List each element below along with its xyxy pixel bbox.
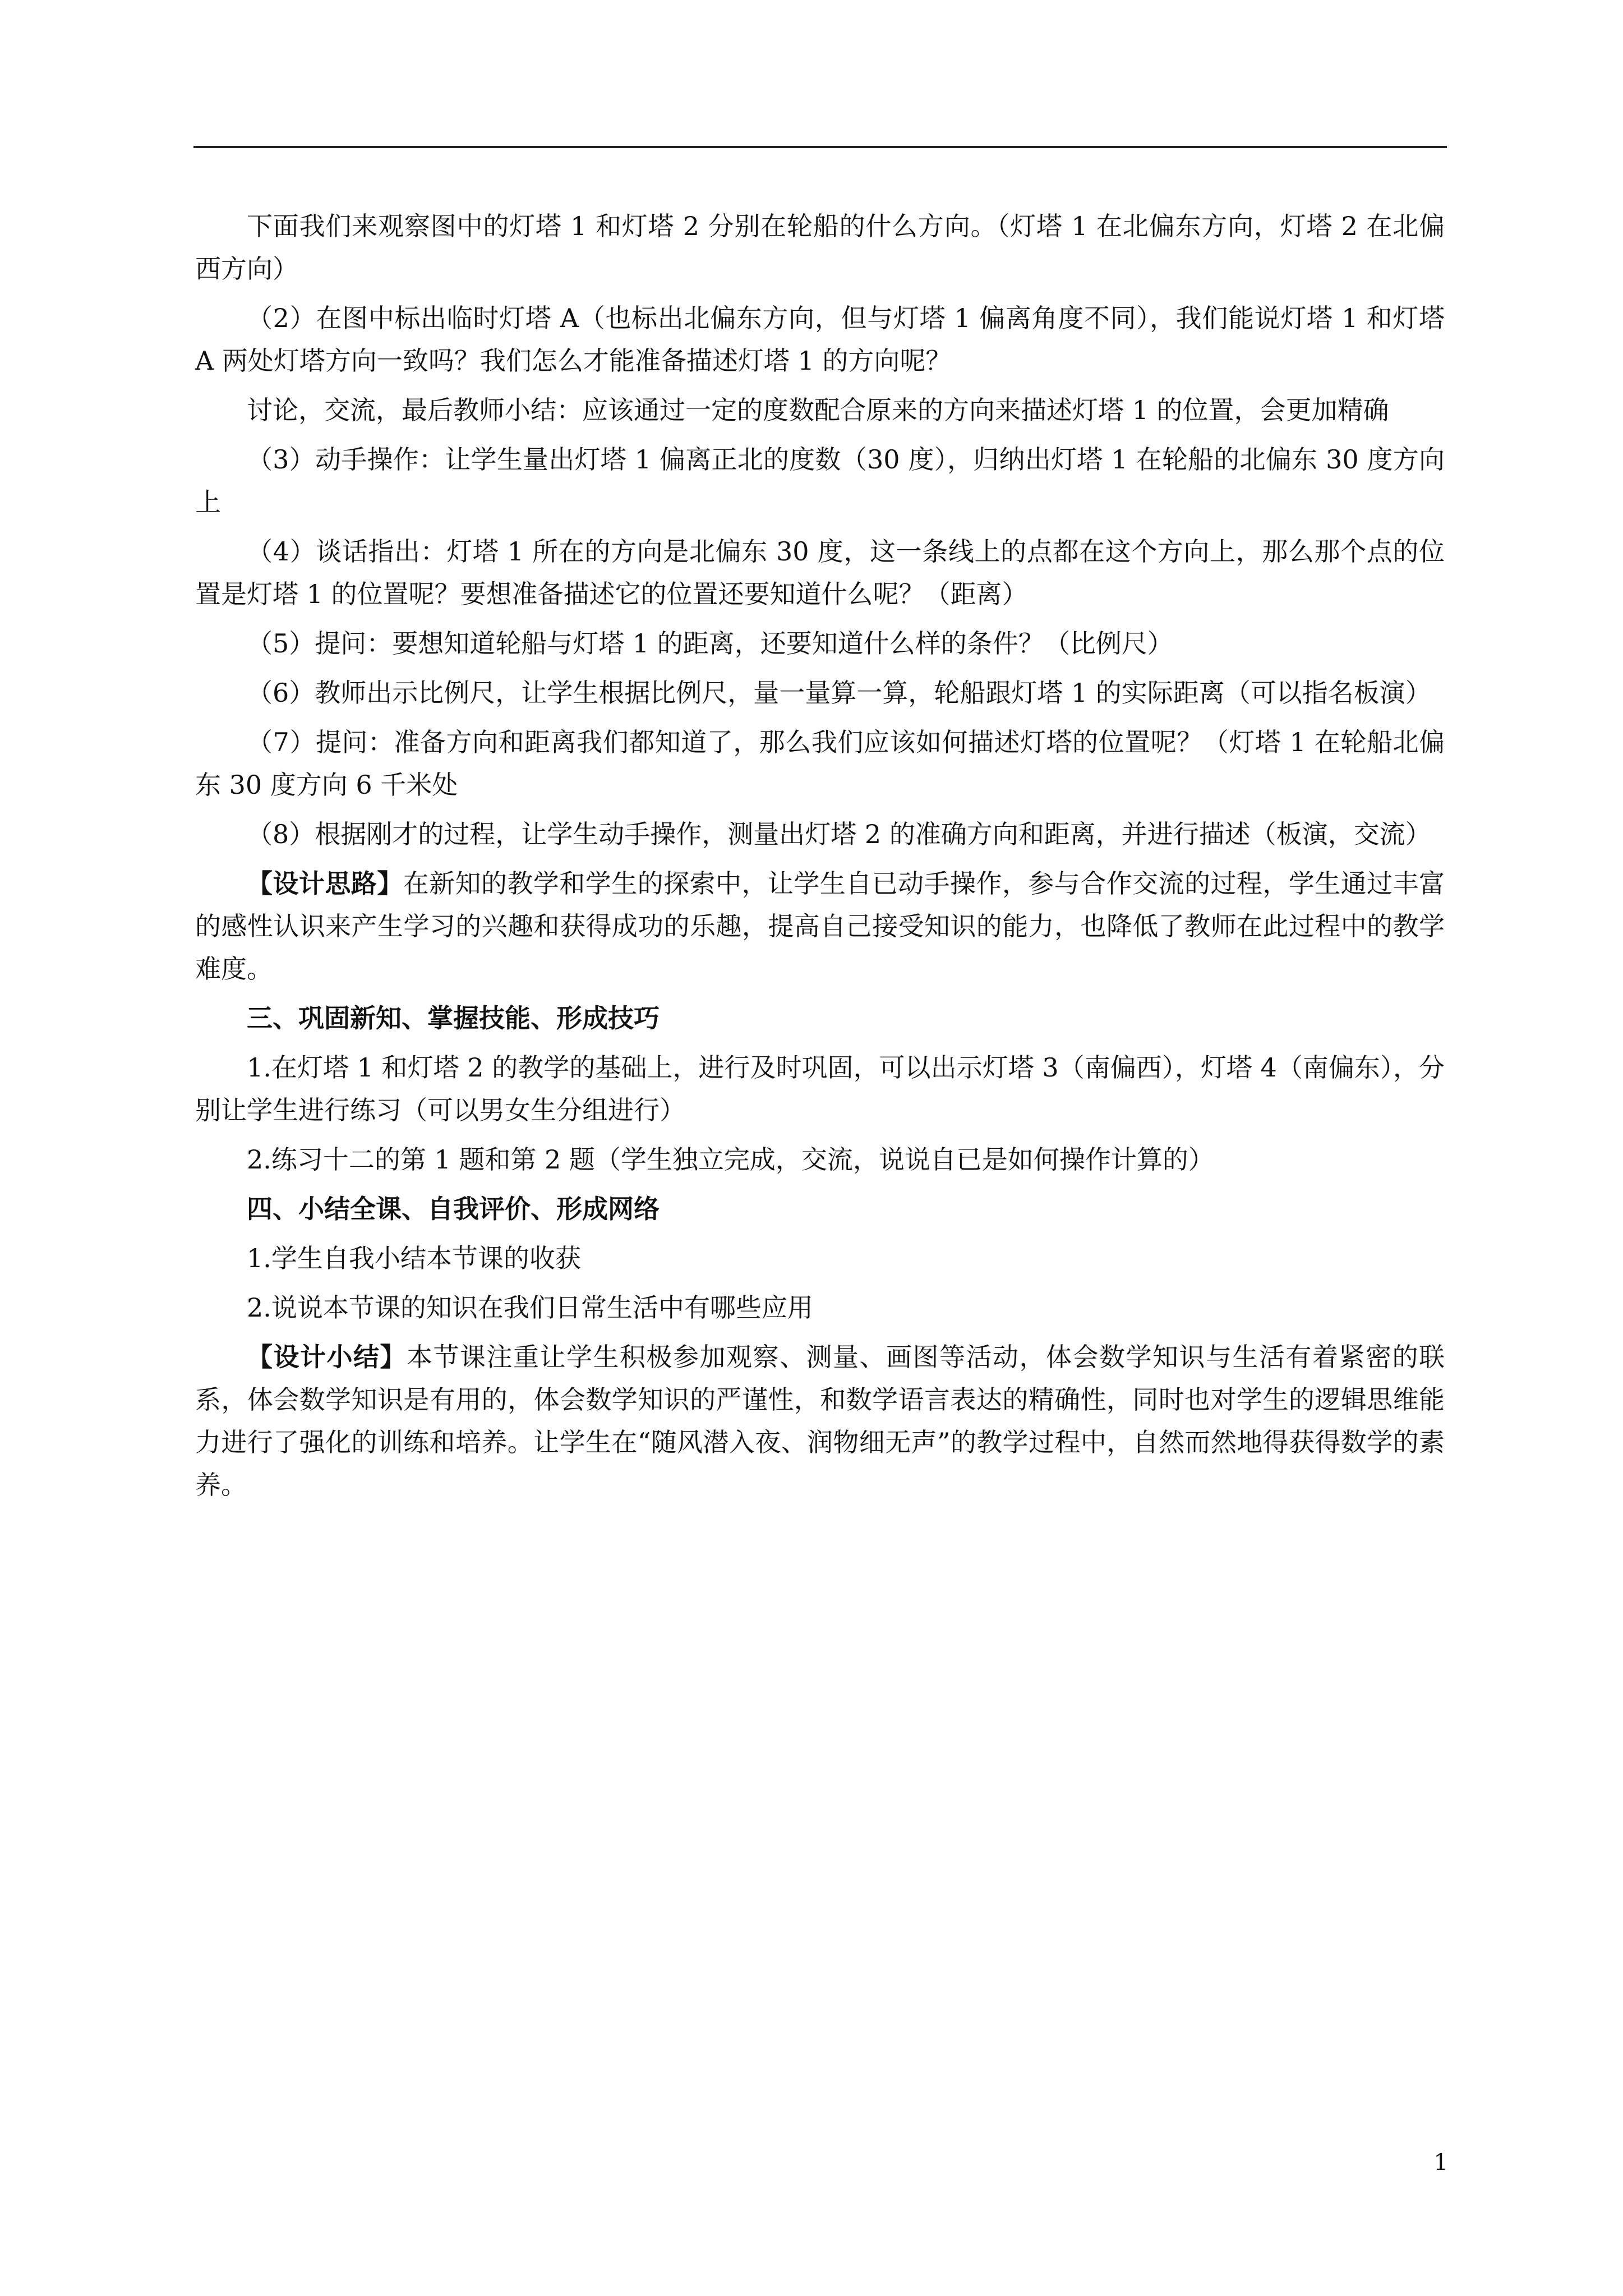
paragraph-step-4: （4）谈话指出：灯塔 1 所在的方向是北偏东 30 度，这一条线上的点都在这个方向上，那么那个点的位置是灯塔 1 的位置呢？要想准备描述它的位置还要知道什么呢？（距离） [195, 536, 1445, 609]
paragraph-step-3: （3）动手操作：让学生量出灯塔 1 偏离正北的度数（30 度），归纳出灯塔 1 在轮船的北偏东 30 度方向上 [195, 444, 1445, 517]
section-3-heading: 三、巩固新知、掌握技能、形成技巧 [247, 1003, 660, 1033]
page-number: 1 [1433, 2150, 1448, 2175]
section-4-heading: 四、小结全课、自我评价、形成网络 [247, 1194, 660, 1224]
paragraph-discussion: 讨论，交流，最后教师小结：应该通过一定的度数配合原来的方向来描述灯塔 1 的位置，会更加精确 [247, 395, 1389, 425]
design-summary-text: 本节课注重让学生积极参加观察、测量、画图等活动，体会数学知识与生活有着紧密的联系，体会数学知识是有用的，体会数学知识的严谨性，和数学语言表达的精确性，同时也对学生的逻辑思维能力进行了强化的训练和培养。让学生在“随风潜入夜、润物细无声”的教学过程中，自然而然地得获得数学的素养。 [195, 1342, 1445, 1500]
paragraph-step-5: （5）提问：要想知道轮船与灯塔 1 的距离，还要知道什么样的条件？（比例尺） [247, 628, 1173, 659]
document-body [195, 205, 1445, 1513]
design-summary-label: 【设计小结】 [247, 1342, 407, 1372]
paragraph-step-8: （8）根据刚才的过程，让学生动手操作，测量出灯塔 2 的准确方向和距离，并进行描述（板演，交流） [247, 819, 1431, 849]
design-idea-text: 在新知的教学和学生的探索中，让学生自已动手操作，参与合作交流的过程，学生通过丰富的感性认识来产生学习的兴趣和获得成功的乐趣，提高自己接受知识的能力，也降低了教师在此过程中的教学难度。 [195, 868, 1445, 984]
header-rule [193, 146, 1447, 148]
section-3-item-2: 2.练习十二的第 1 题和第 2 题（学生独立完成，交流，说说自已是如何操作计算的） [247, 1144, 1214, 1175]
design-idea-paragraph [195, 862, 1445, 990]
design-idea-label: 【设计思路】 [247, 868, 403, 899]
section-3-item-1: 1.在灯塔 1 和灯塔 2 的教学的基础上，进行及时巩固，可以出示灯塔 3（南偏西），灯塔 4（南偏东），分别让学生进行练习（可以男女生分组进行） [195, 1052, 1445, 1125]
section-4-item-2: 2.说说本节课的知识在我们日常生活中有哪些应用 [247, 1292, 813, 1323]
paragraph-step-6: （6）教师出示比例尺，让学生根据比例尺，量一量算一算，轮船跟灯塔 1 的实际距离（可以指名板演） [247, 678, 1431, 708]
design-summary-paragraph [195, 1336, 1445, 1506]
section-4-item-1: 1.学生自我小结本节课的收获 [247, 1243, 581, 1273]
paragraph-step-7: （7）提问：准备方向和距离我们都知道了，那么我们应该如何描述灯塔的位置呢？（灯塔 1 在轮船北偏东 30 度方向 6 千米处 [195, 727, 1445, 800]
paragraph-step-2: （2）在图中标出临时灯塔 A（也标出北偏东方向，但与灯塔 1 偏离角度不同），我们能说灯塔 1 和灯塔 A 两处灯塔方向一致吗？我们怎么才能准备描述灯塔 1 的方向呢？ [195, 303, 1445, 376]
paragraph-observe-lighthouses: 下面我们来观察图中的灯塔 1 和灯塔 2 分别在轮船的什么方向。（灯塔 1 在北偏东方向，灯塔 2 在北偏西方向） [195, 211, 1445, 284]
